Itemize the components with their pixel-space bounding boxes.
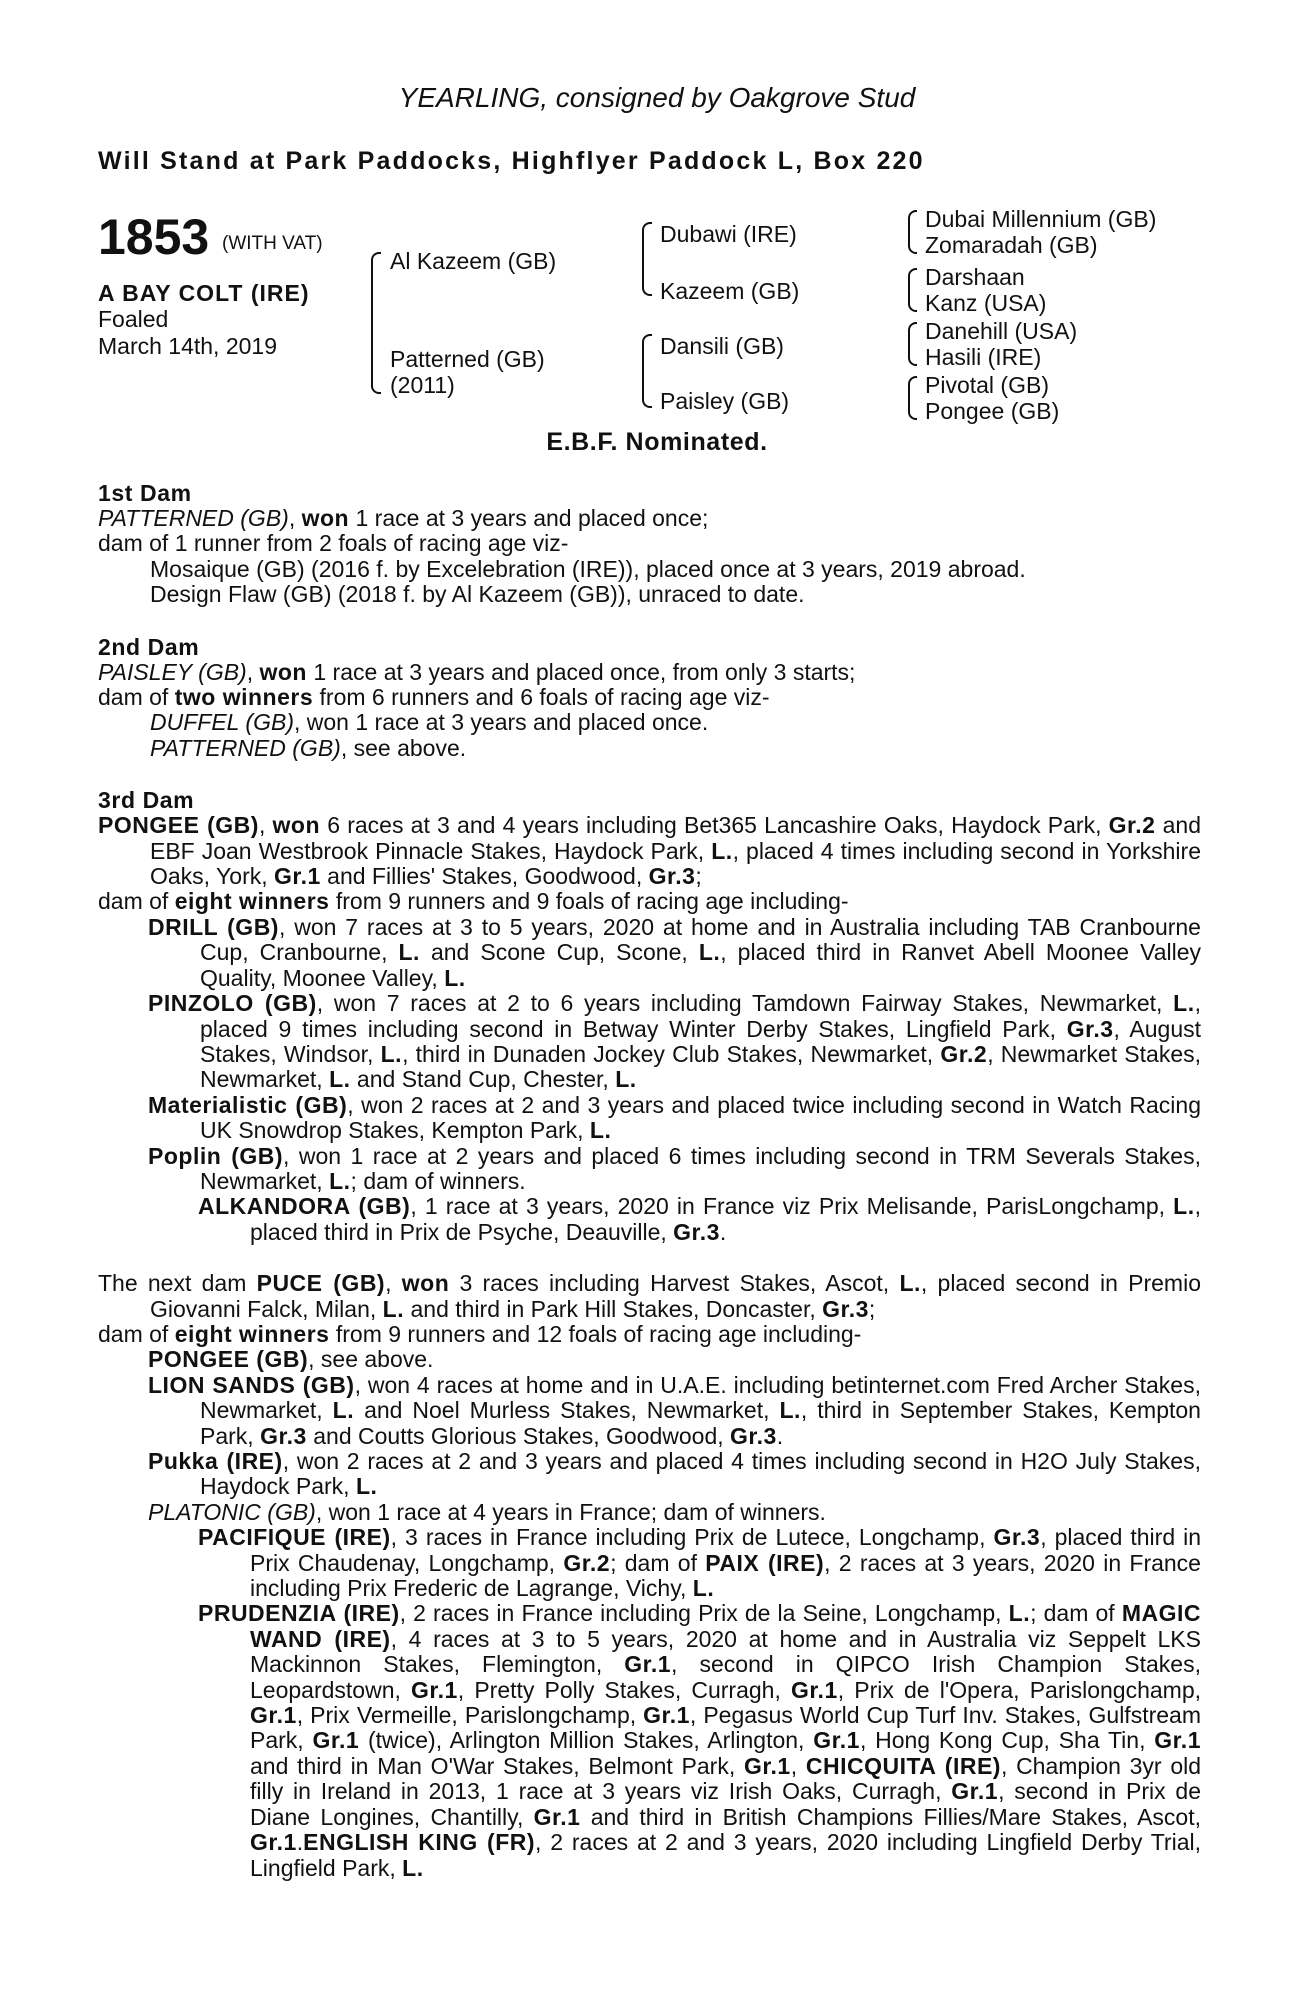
- dam-year: (2011): [390, 372, 455, 398]
- brace-ggs-4: [908, 376, 917, 420]
- third-dam-summary: PONGEE (GB), won 6 races at 3 and 4 years including Bet365 Lancashire Oaks, Haydock Park, Gr.2 and EBF Joan Westbrook Pinnacle Stakes, Haydock Park, L., placed 4 times including second in Yorkshire Oaks, York, Gr.1 and Fillies' Stakes, Goodwood, Gr.3;: [98, 812, 1202, 890]
- foaled-label: Foaled: [98, 306, 169, 332]
- produce-materialistic: Materialistic (GB), won 2 races at 2 and 3 years and placed twice including second in Watch Racing UK Snowdrop Stakes, Kempton Park, L.: [148, 1091, 1201, 1144]
- second-dam-heading: 2nd Dam: [98, 633, 200, 660]
- brace-dam-line: [642, 334, 652, 408]
- produce-platonic: PLATONIC (GB), won 1 race at 4 years in France; dam of winners.: [148, 1498, 826, 1525]
- great-grandparent-3: Darshaan: [925, 264, 1025, 290]
- second-dam-intro: dam of two winners from 6 runners and 6 foals of racing age viz-: [98, 684, 770, 711]
- brace-ggs-1: [908, 210, 917, 254]
- won-label: won: [259, 658, 307, 685]
- dam: Patterned (GB): [390, 346, 545, 372]
- second-dam-produce-1: DUFFEL (GB), won 1 race at 3 years and placed once.: [150, 709, 709, 736]
- produce-alkandora: ALKANDORA (GB), 1 race at 3 years, 2020 in France viz Prix Melisande, ParisLongchamp, L., placed third in Prix de Psyche, Deauville, Gr.3.: [198, 1193, 1201, 1245]
- sire-sire: Dubawi (IRE): [660, 221, 797, 247]
- second-dam-summary: PAISLEY (GB), won 1 race at 3 years and placed once, from only 3 starts;: [98, 658, 856, 685]
- lot-description: A BAY COLT (IRE): [98, 280, 310, 306]
- produce-poplin: Poplin (GB), won 1 race at 2 years and placed 6 times including second in TRM Severals Stakes, Newmarket, L.; dam of winners.: [148, 1142, 1201, 1194]
- brace-sire-dam: [371, 252, 381, 394]
- first-dam-produce-2: Design Flaw (GB) (2018 f. by Al Kazeem (GB)), unraced to date.: [150, 581, 805, 608]
- second-dam-produce-2: PATTERNED (GB), see above.: [150, 734, 467, 761]
- sire-dam: Kazeem (GB): [660, 278, 800, 304]
- dam-sire: Dansili (GB): [660, 333, 784, 359]
- next-dam-summary: The next dam PUCE (GB), won 3 races including Harvest Stakes, Ascot, L., placed second in Premio Giovanni Falck, Milan, L. and third in Park Hill Stakes, Doncaster, Gr.3;: [98, 1270, 1201, 1322]
- first-dam-produce-intro: dam of 1 runner from 2 foals of racing age viz-: [98, 530, 569, 557]
- first-dam-summary: PATTERNED (GB), won 1 race at 3 years and placed once;: [98, 505, 709, 531]
- produce-pacifique: PACIFIQUE (IRE), 3 races in France including Prix de Lutece, Longchamp, Gr.3, placed third in Prix Chaudenay, Longchamp, Gr.2; dam of PAIX (IRE), 2 races at 3 years, 2020 in France including Prix Frederic de Lagrange, Vichy, L.: [198, 1524, 1202, 1602]
- great-grandparent-5: Danehill (USA): [925, 318, 1078, 344]
- produce-pukka: Pukka (IRE), won 2 races at 2 and 3 years and placed 4 times including second in H2O July Stakes, Haydock Park, L.: [148, 1448, 1201, 1500]
- consignment-title: YEARLING, consigned by Oakgrove Stud: [398, 82, 916, 113]
- first-dam-produce-1: Mosaique (GB) (2016 f. by Excelebration (IRE)), placed once at 3 years, 2019 abroad.: [150, 555, 1026, 582]
- produce-pongee: PONGEE (GB), see above.: [148, 1346, 434, 1373]
- catalogue-body: [98, 480, 1201, 1881]
- first-dam-heading: 1st Dam: [98, 480, 192, 506]
- great-grandparent-8: Pongee (GB): [925, 398, 1060, 424]
- dam-dam: Paisley (GB): [660, 388, 790, 414]
- produce-lion-sands: LION SANDS (GB), won 4 races at home and in U.A.E. including betinternet.com Fred Archer Stakes, Newmarket, L. and Noel Murless Stakes, Newmarket, L., third in September Stakes, Kempton Park, Gr.3 and Coutts Glorious Stakes, Goodwood, Gr.3.: [148, 1371, 1201, 1449]
- foaled-date: March 14th, 2019: [98, 333, 278, 359]
- great-grandparent-2: Zomaradah (GB): [925, 232, 1098, 258]
- next-dam-produce-intro: dam of eight winners from 9 runners and 12 foals of racing age including-: [98, 1320, 862, 1347]
- brace-sire-line: [642, 222, 652, 296]
- lot-number: 1853: [98, 209, 210, 265]
- third-dam-produce-intro: dam of eight winners from 9 runners and 9 foals of racing age including-: [98, 888, 849, 915]
- great-grandparent-7: Pivotal (GB): [925, 372, 1049, 398]
- third-dam-heading: 3rd Dam: [98, 787, 195, 814]
- vat-note: (WITH VAT): [222, 233, 323, 254]
- great-grandparent-6: Hasili (IRE): [925, 344, 1042, 370]
- stand-location: Will Stand at Park Paddocks, Highflyer Paddock L, Box 220: [98, 147, 925, 175]
- sire: Al Kazeem (GB): [390, 248, 557, 274]
- first-dam-record: 1 race at 3 years and placed once;: [349, 505, 709, 531]
- great-grandparent-1: Dubai Millennium (GB): [925, 206, 1157, 232]
- produce-pinzolo: PINZOLO (GB), won 7 races at 2 to 6 years including Tamdown Fairway Stakes, Newmarket, L., placed 9 times including second in Betway Winter Derby Stakes, Lingfield Park, Gr.3, August Stakes, Windsor, L., third in Dunaden Jockey Club Stakes, Newmarket, Gr.2, Newmarket Stakes, Newmarket, L. and Stand Cup, Chester, L.: [148, 990, 1202, 1093]
- brace-ggs-2: [908, 268, 917, 312]
- second-dam-name: PAISLEY (GB): [98, 658, 247, 685]
- won-label: won: [301, 505, 350, 531]
- produce-prudenzia: PRUDENZIA (IRE), 2 races in France including Prix de la Seine, Longchamp, L.; dam of MAGIC WAND (IRE), 4 races at 3 to 5 years, 2020 at home and in Australia viz Seppelt LKS Mackinnon Stakes, Flemington, Gr.1, second in QIPCO Irish Champion Stakes, Leopardstown, Gr.1, Pretty Polly Stakes, Curragh, Gr.1, Prix de l'Opera, Parislongchamp, Gr.1, Prix Vermeille, Parislongchamp, Gr.1, Pegasus World Cup Turf Inv. Stakes, Gulfstream Park, Gr.1 (twice), Arlington Million Stakes, Arlington, Gr.1, Hong Kong Cup, Sha Tin, Gr.1 and third in Man O'War Stakes, Belmont Park, Gr.1, CHICQUITA (IRE), Champion 3yr old filly in Ireland in 2013, 1 race at 3 years viz Irish Oaks, Curragh, Gr.1, second in Prix de Diane Longines, Chantilly, Gr.1 and third in British Champions Fillies/Mare Stakes, Ascot, Gr.1.ENGLISH KING (FR), 2 races at 2 and 3 years, 2020 including Lingfield Derby Trial, Lingfield Park, L.: [198, 1600, 1202, 1881]
- ebf-nominated: E.B.F. Nominated.: [546, 428, 768, 456]
- first-dam-name: PATTERNED (GB): [98, 505, 289, 531]
- brace-ggs-3: [908, 322, 917, 366]
- produce-drill: DRILL (GB), won 7 races at 3 to 5 years, 2020 at home and in Australia including TAB Cranbourne Cup, Cranbourne, L. and Scone Cup, Scone, L., placed third in Ranvet Abell Moonee Valley Quality, Moonee Valley, L.: [148, 913, 1201, 991]
- great-grandparent-4: Kanz (USA): [925, 290, 1047, 316]
